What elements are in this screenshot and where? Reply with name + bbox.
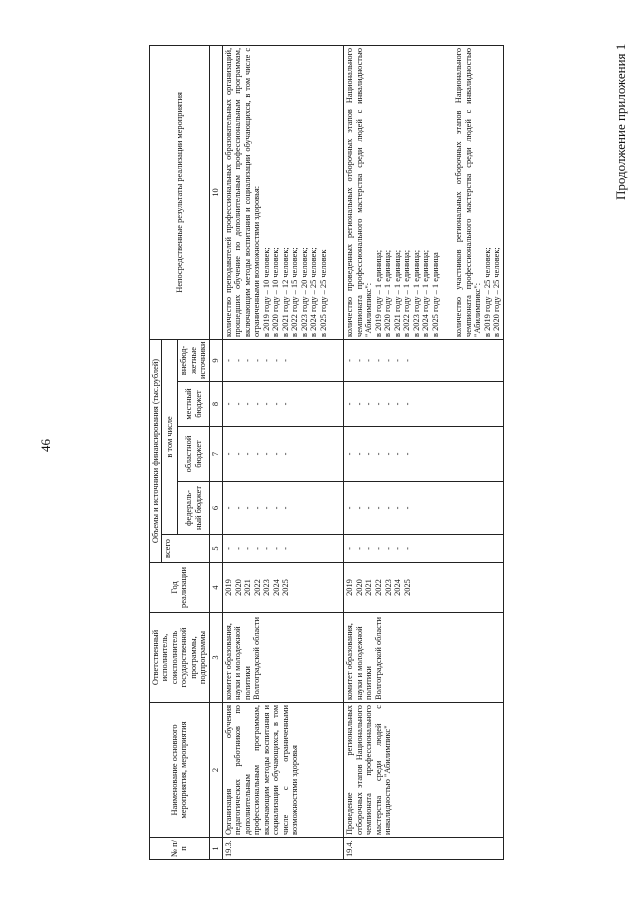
dash: - [223,506,233,510]
dash: - [345,402,355,406]
result-line: в 2019 году – 25 человек; [482,247,492,337]
year: 2024 [393,579,403,596]
result-line: в 2025 году – 25 человек [318,249,328,337]
dash: - [393,359,403,362]
executor: комитет образования, науки и молодежной политики Волгоградской области [344,613,503,703]
dash: - [271,402,281,406]
result-line: в 2019 году – 1 единица; [373,249,383,337]
total-values [344,535,503,563]
dash: - [252,506,262,510]
dash: - [281,547,291,550]
dash: - [243,359,253,362]
dash: - [252,547,262,550]
header-federal: федераль-ный бюджет [178,482,209,535]
column-number: 4 [209,563,222,613]
column-number: 2 [209,703,222,838]
page-number: 46 [38,439,53,452]
dash: - [223,402,233,406]
dash: - [345,547,355,550]
year: 2024 [271,579,281,596]
header-num: № п/п [150,838,210,860]
federal-values [222,482,343,535]
header-including: в том числе [162,339,178,534]
header-local: местный бюджет [178,382,209,427]
year: 2022 [252,579,262,596]
result-line: в 2024 году – 1 единица; [421,249,431,337]
result-line: в 2025 году – 1 единица [430,252,440,337]
dash: - [223,547,233,550]
dash: - [402,452,412,456]
dash: - [281,359,291,362]
dash: - [233,547,243,550]
column-number: 6 [209,482,222,535]
dash: - [393,506,403,510]
dash: - [364,547,374,550]
results-intro: количество преподавателей профессиональных образовательных организаций, прошедших обучение по дополнительным профессиональным программам, включающим методы воспитания и социализации обучающихся, в том числе с ограниченными возможностями здоровья: [223,47,262,337]
dash: - [271,452,281,456]
dash: - [252,452,262,456]
dash: - [393,402,403,406]
dash: - [271,547,281,550]
result-line: в 2022 году – 1 единица; [402,249,412,337]
result-line: в 2021 году – 1 единица; [392,249,402,337]
dash: - [262,506,272,510]
year: 2020 [233,579,243,596]
header-regional: областной бюджет [178,427,209,482]
result-line: в 2020 году – 1 единица; [383,249,393,337]
dash: - [281,402,291,406]
local-values [222,382,343,427]
dash: - [233,452,243,456]
result-line: в 2021 году – 12 человек; [280,247,290,337]
result-line: в 2023 году – 20 человек; [299,247,309,337]
dash: - [374,359,384,362]
column-number: 3 [209,613,222,703]
dash: - [354,547,364,550]
header-name: Наименование основного мероприятия, мероприятия [150,703,210,838]
column-number: 1 [209,838,222,860]
dash: - [243,452,253,456]
column-number: 5 [209,535,222,563]
dash: - [345,452,355,456]
dash: - [383,506,393,510]
dash: - [345,506,355,510]
results-cell [344,45,503,339]
column-number: 10 [209,45,222,339]
year: 2019 [223,579,233,596]
activity-name: Организация обучения педагогических работников по дополнительным профессиональным программам, включающим методы воспитания и социализации обучающихся, в том числе с ограниченными возможностями здоровья [222,703,343,838]
dash: - [223,452,233,456]
appendix-continuation-note: Продолжение приложения 1 [613,43,628,200]
dash: - [374,452,384,456]
result-line: в 2020 году – 25 человек; [492,247,502,337]
year: 2020 [354,579,364,596]
dash: - [262,359,272,362]
dash: - [364,506,374,510]
years-list [344,563,503,613]
dash: - [243,402,253,406]
results-intro-secondary: количество участников региональных отборочных этапов Национального чемпионата профессионального мастерства среди людей с инвалидностью "Абилимпикс": [454,47,483,337]
dash: - [281,452,291,456]
dash: - [281,506,291,510]
result-line: в 2019 году – 10 человек; [261,247,271,337]
dash: - [374,402,384,406]
dash: - [374,506,384,510]
dash: - [354,359,364,362]
column-number: 8 [209,382,222,427]
row-number: 19.4. [344,838,503,860]
dash: - [271,359,281,362]
column-number: 9 [209,339,222,381]
dash: - [223,359,233,362]
dash: - [402,547,412,550]
results-intro: количество проведенных региональных отборочных этапов Национального чемпионата профессионального мастерства среди людей с инвалидностью "Абилимпикс": [345,47,374,337]
table-row [222,45,343,859]
dash: - [262,402,272,406]
dash: - [233,359,243,362]
row-number: 19.3. [222,838,343,860]
header-financing: Объемы и источники финансирования (тыс.рублей) [150,339,162,562]
dash: - [243,547,253,550]
dash: - [233,402,243,406]
rotated-table-container [149,46,615,860]
year: 2019 [345,579,355,596]
dash: - [364,402,374,406]
dash: - [393,547,403,550]
header-total: всего [162,535,209,563]
dash: - [262,547,272,550]
dash: - [354,402,364,406]
header-results: Непосредственные результаты реализации мероприятия [150,45,210,339]
dash: - [252,359,262,362]
extra-values [344,339,503,381]
dash: - [383,547,393,550]
year: 2022 [374,579,384,596]
years-list [222,563,343,613]
dash: - [383,402,393,406]
table-row [344,45,503,859]
dash: - [271,506,281,510]
column-number: 7 [209,427,222,482]
dash: - [262,452,272,456]
result-line: в 2023 году – 1 единица; [411,249,421,337]
dash: - [354,452,364,456]
federal-values [344,482,503,535]
year: 2025 [281,579,291,596]
dash: - [402,359,412,362]
year: 2021 [364,579,374,596]
results-cell [222,45,343,339]
result-line: в 2022 году – 15 человек; [290,247,300,337]
dash: - [345,359,355,362]
executor: комитет образования, науки и молодежной политики Волгоградской области [222,613,343,703]
year: 2023 [383,579,393,596]
regional-values [344,427,503,482]
dash: - [393,452,403,456]
regional-values [222,427,343,482]
dash: - [402,506,412,510]
dash: - [364,359,374,362]
header-year: Год реализации [150,563,210,613]
dash: - [364,452,374,456]
dash: - [402,402,412,406]
year: 2025 [402,579,412,596]
result-line: в 2020 году – 10 человек; [271,247,281,337]
dash: - [252,402,262,406]
year: 2021 [243,579,253,596]
header-executor: Ответственный исполнитель, соисполнитель государственной программы, подпрограммы [150,613,210,703]
total-values [222,535,343,563]
program-activities-table [149,45,504,860]
activity-name: Проведение региональных отборочных этапов Национального чемпионата профессионального мастерства среди людей с инвалидностью "Абилимпикс" [344,703,503,838]
dash: - [243,506,253,510]
year: 2023 [262,579,272,596]
extra-values [222,339,343,381]
dash: - [233,506,243,510]
local-values [344,382,503,427]
result-line: в 2024 году – 25 человек; [309,247,319,337]
dash: - [383,359,393,362]
header-extra: внебюд-жетные источники [178,339,209,381]
dash: - [383,452,393,456]
dash: - [354,506,364,510]
dash: - [374,547,384,550]
